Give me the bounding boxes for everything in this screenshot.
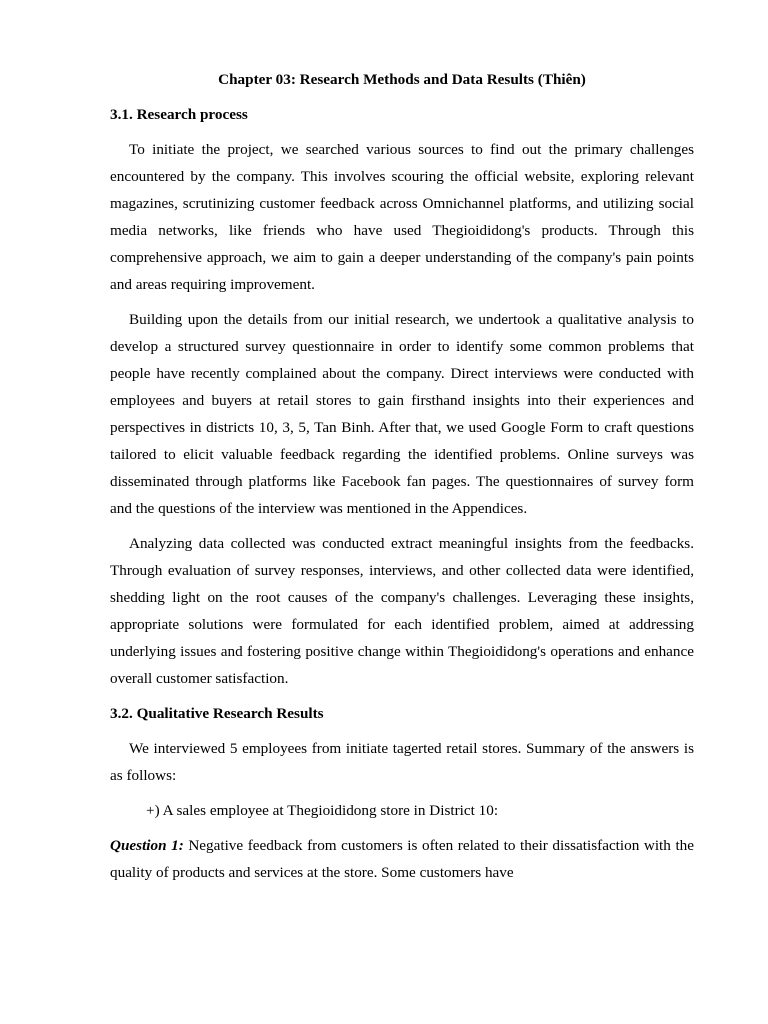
question-label: Question 1: [110,837,184,854]
paragraph-analyzing-data: Analyzing data collected was conducted extract meaningful insights from the feedbacks. Through evaluation of survey responses, interviews, and other collected data were identified, shedding light on the root causes of the company's challenges. Leveraging these insights, appropriate solutions were formulated for each identified problem, aimed at addressing underlying issues and fostering positive change within Thegioididong's operations and enhance overall customer satisfaction. [110,535,694,687]
section-heading-qualitative-results: 3.2. Qualitative Research Results [110,705,324,722]
question-paragraph [110,832,694,886]
sub-item-sales-employee: +) A sales employee at Thegioididong store in District 10: [146,802,499,819]
paragraph-interview-intro: We interviewed 5 employees from initiate tagerted retail stores. Summary of the answers is as follows: [110,740,694,784]
paragraph-qualitative-analysis: Building upon the details from our initial research, we undertook a qualitative analysis to develop a structured survey questionnaire in order to identify some common problems that people have recently complained about the company. Direct interviews were conducted with employees and buyers at retail stores to gain firsthand insights into their experiences and perspectives in districts 10, 3, 5, Tan Binh. After that, we used Google Form to craft questions tailored to elicit valuable feedback regarding the identified problems. Online surveys was disseminated through platforms like Facebook fan pages. The questionnaires of survey form and the questions of the interview was mentioned in the Appendices. [110,311,694,517]
question-text: Negative feedback from customers is often related to their dissatisfaction with the quality of products and services at the store. Some customers have [110,837,694,881]
document-page [110,66,694,886]
chapter-title: Chapter 03: Research Methods and Data Results (Thiên) [218,71,586,88]
paragraph-initiate-project: To initiate the project, we searched various sources to find out the primary challenges encountered by the company. This involves scouring the official website, exploring relevant magazines, scrutinizing customer feedback across Omnichannel platforms, and utilizing social media networks, like friends who have used Thegioididong's products. Through this comprehensive approach, we aim to gain a deeper understanding of the company's pain points and areas requiring improvement. [110,141,694,293]
section-heading-research-process: 3.1. Research process [110,106,248,123]
